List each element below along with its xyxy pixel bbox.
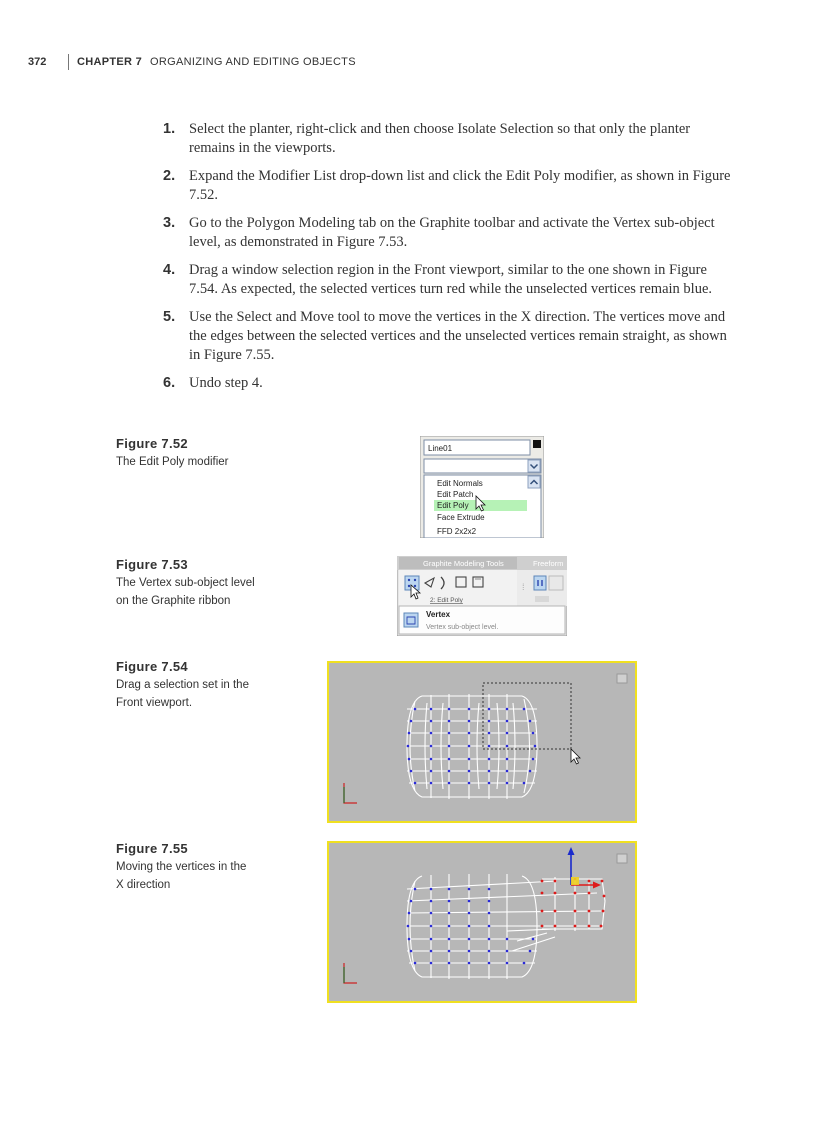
step-item: [163, 214, 733, 252]
chapter-title: ORGANIZING AND EDITING OBJECTS: [150, 56, 356, 68]
step-text: Use the Select and Move tool to move the vertices in the X direction. The vertices move and the edges between the selected vertices and the unselected vertices remain straight, as shown in Figure 7.55.: [189, 309, 727, 363]
modifier-item[interactable]: Edit Normals: [437, 479, 483, 488]
figure-label: Figure 7.54: [116, 659, 188, 674]
grip-icon: ⁞: [522, 582, 525, 592]
modifier-item[interactable]: Face Extrude: [437, 513, 485, 522]
edit-poly-label: 2: Edit Poly: [430, 597, 463, 604]
step-item: [163, 120, 733, 158]
figure-caption-text: Moving the vertices in the X direction: [116, 861, 247, 891]
figure-7-53-screenshot: [397, 556, 567, 636]
figure-label: Figure 7.55: [116, 841, 188, 856]
header-divider: [68, 54, 69, 70]
scroll-up-button[interactable]: [528, 476, 540, 488]
object-color-swatch[interactable]: [533, 440, 541, 448]
running-header: [28, 54, 356, 70]
dropdown-button[interactable]: [528, 460, 540, 472]
figure-7-52-screenshot: [420, 436, 544, 538]
ribbon-button[interactable]: [549, 576, 563, 590]
step-text: Undo step 4.: [189, 375, 263, 391]
step-number: 2.: [163, 168, 176, 184]
viewcube-icon[interactable]: [617, 674, 627, 683]
modifier-item-edit-poly[interactable]: Edit Poly: [437, 501, 469, 510]
tooltip-description: Vertex sub-object level.: [426, 624, 499, 631]
tab-label: Graphite Modeling Tools: [423, 559, 504, 568]
page-number: 372: [28, 56, 47, 68]
ribbon-button[interactable]: [534, 576, 546, 590]
step-item: [163, 167, 733, 205]
figure-caption-7-52: [116, 435, 256, 471]
step-number: 1.: [163, 121, 176, 137]
figure-caption-text: The Vertex sub-object level on the Graphite ribbon: [116, 577, 255, 607]
tooltip-title: Vertex: [426, 610, 451, 619]
tab-freeform[interactable]: Freeform: [533, 559, 564, 568]
modifier-item[interactable]: Edit Patch: [437, 490, 474, 499]
figure-label: Figure 7.53: [116, 557, 188, 572]
figure-caption-7-54: [116, 658, 256, 712]
step-text: Select the planter, right-click and then choose Isolate Selection so that only the planter remains in the viewports.: [189, 121, 691, 156]
figure-7-55-viewport: [327, 841, 637, 1003]
object-name-text: Line01: [428, 444, 453, 453]
step-number: 3.: [163, 215, 176, 231]
vertex-tooltip-icon: [404, 613, 418, 627]
figure-caption-text: The Edit Poly modifier: [116, 456, 229, 468]
step-item: [163, 261, 733, 299]
step-text: Drag a window selection region in the Front viewport, similar to the one shown in Figure 7.54. As expected, the selected vertices turn red while the unselected vertices remain blue.: [189, 262, 713, 297]
figure-caption-7-53: [116, 556, 256, 610]
step-number: 4.: [163, 262, 176, 278]
figure-label: Figure 7.52: [116, 436, 188, 451]
step-text: Go to the Polygon Modeling tab on the Graphite toolbar and activate the Vertex sub-object level, as demonstrated in Figure 7.53.: [189, 215, 715, 250]
step-text: Expand the Modifier List drop-down list and click the Edit Poly modifier, as shown in Figure 7.52.: [189, 168, 731, 203]
step-item: [163, 308, 733, 365]
modifier-list-dropdown[interactable]: [424, 459, 541, 473]
figure-7-54-viewport: [327, 661, 637, 823]
chapter-label: CHAPTER 7: [77, 56, 143, 68]
figure-caption-7-55: [116, 840, 256, 894]
step-item: [163, 374, 733, 393]
step-list: [163, 120, 733, 402]
figure-caption-text: Drag a selection set in the Front viewport.: [116, 679, 249, 709]
viewcube-icon[interactable]: [617, 854, 627, 863]
modifier-item[interactable]: FFD 2x2x2: [437, 527, 477, 536]
step-number: 5.: [163, 309, 176, 325]
step-number: 6.: [163, 375, 176, 391]
